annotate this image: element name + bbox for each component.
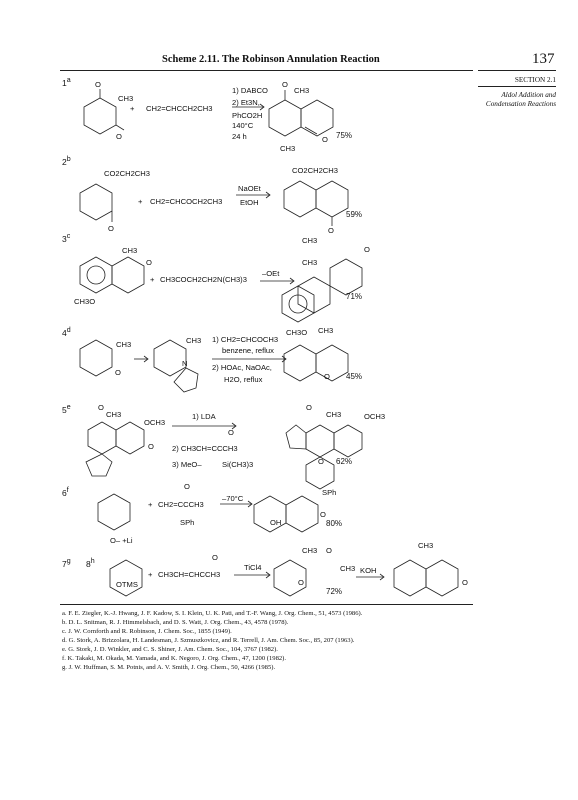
thio-label: SPh <box>180 518 195 527</box>
entry-4-condition: H2O, reflux <box>224 375 263 384</box>
entry-2-number: 2$^b$ <box>62 155 71 167</box>
product-ring-b <box>286 496 318 532</box>
ketal-ring <box>88 422 116 454</box>
entry-6-number: 6$^f$ <box>62 486 69 498</box>
plus-sign: + <box>148 570 153 579</box>
plus-sign: + <box>130 104 135 113</box>
methyl-label: CH3 <box>318 326 334 335</box>
enone-ring <box>330 259 362 295</box>
aromatic-methoxy-ring <box>116 422 144 454</box>
methoxy-label: OCH3 <box>364 412 386 421</box>
ester-label: CO2CH2CH3 <box>104 169 150 178</box>
section-subtitle-2: Condensation Reactions <box>485 100 556 108</box>
cyclohexane-ring <box>84 98 116 134</box>
silyl-ether-label: OTMS <box>116 580 138 589</box>
atom-o: O <box>326 546 332 555</box>
methyl-label: CH3 <box>302 258 318 267</box>
atom-o: O <box>322 135 328 144</box>
product-ring-b <box>301 100 333 136</box>
product-ring-a <box>306 425 334 457</box>
plus-sign: + <box>148 500 153 509</box>
entry-1-condition: 140°C <box>232 121 254 130</box>
entry-5-condition: 1) LDA <box>192 412 216 421</box>
entry-7-number: 7$^g$ <box>62 557 71 569</box>
atom-o: O <box>95 80 101 89</box>
silyl-label: Si(CH3)3 <box>222 460 254 469</box>
cyclohexanone-ring <box>80 184 112 220</box>
atom-o: O <box>282 80 288 89</box>
product-ring-a <box>269 100 301 136</box>
page-number: 137 <box>532 51 555 67</box>
methyl-label: CH3 <box>116 340 132 349</box>
entry-3-reagent: CH3COCH2CH2N(CH3)3 <box>160 275 247 284</box>
cyclopentane-ring <box>86 454 112 476</box>
methyl-label: CH3 <box>302 236 318 245</box>
entry-2-reagent: CH2=CHCOCH2CH3 <box>150 197 223 206</box>
entry-6-reagent: CH2=CCCH3 <box>158 500 204 509</box>
reference-item: f. K. Takaki, M. Okada, M. Yamada, and K. Negoro, J. Org. Chem., 47, 1200 (1982). <box>62 655 287 662</box>
entry-8-number: 8$^h$ <box>86 557 95 569</box>
entry-4-condition: 2) HOAc, NaOAc, <box>212 363 272 372</box>
entry-7-condition: TiCl4 <box>244 563 262 572</box>
entry-1-condition: 2) Et3N, <box>232 98 260 107</box>
product-ring-b <box>316 345 348 381</box>
enolate-label: O– +Li <box>110 536 133 545</box>
entry-7-reagent: CH3CH=CHCCH3 <box>158 570 221 579</box>
methyl-label: CH3 <box>340 564 356 573</box>
cyclohexene-ring <box>110 560 142 596</box>
reference-item: g. J. W. Huffman, S. M. Potnis, and A. V. Smith, J. Org. Chem., 50, 4266 (1985). <box>62 664 276 671</box>
cyclohexene-ring <box>98 494 130 530</box>
entry-6-yield: 80% <box>326 519 343 528</box>
methyl-label: CH3 <box>118 94 134 103</box>
entry-5-condition: 2) CH3CH=CCCH3 <box>172 444 238 453</box>
atom-o: O <box>115 368 121 377</box>
atom-o: O <box>320 510 326 519</box>
ester-label: CO2CH2CH3 <box>292 166 338 175</box>
entry-3-number: 3$^c$ <box>62 232 71 244</box>
entry-5-yield: 62% <box>336 457 353 466</box>
hydroxyl-label: OH <box>270 518 282 527</box>
entry-4-condition: 1) CH2=CHCOCH3 <box>212 335 279 344</box>
atom-o: O <box>364 245 370 254</box>
methyl-label: CH3 <box>280 144 296 153</box>
entry-1-condition: PhCO2H <box>232 111 263 120</box>
product-ring-a <box>284 181 316 217</box>
section-subtitle-1: Aldol Addition and <box>501 91 556 99</box>
atom-o: O <box>98 403 104 412</box>
atom-o: O <box>212 553 218 562</box>
entry-4-number: 4$^d$ <box>62 326 71 338</box>
entry-1-condition: 24 h <box>232 132 247 141</box>
cyclohexanone-ring <box>80 340 112 376</box>
product-ring-a <box>284 345 316 381</box>
atom-o: O <box>184 482 190 491</box>
methoxy-label: CH3O <box>286 328 308 337</box>
reference-item: d. G. Stork, A. Brizzolara, H. Landesman, J. Szmuszkovicz, and R. Terrell, J. Am. Chem. Soc., 85, 207 (1963). <box>62 637 355 644</box>
product-ring-b <box>334 425 362 457</box>
atom-o: O <box>146 258 152 267</box>
atom-o: O <box>148 442 154 451</box>
methyl-label: CH3 <box>418 541 434 550</box>
entry-4-yield: 45% <box>346 372 363 381</box>
methoxy-label: CH3O <box>74 297 96 306</box>
methyl-label: CH3 <box>186 336 202 345</box>
methoxy-label: OCH3 <box>144 418 166 427</box>
methyl-label: CH3 <box>106 410 122 419</box>
atom-o: O <box>306 403 312 412</box>
atom-o: O <box>298 578 304 587</box>
plus-sign: + <box>138 197 143 206</box>
cyclohexanone-ring <box>112 257 144 293</box>
entry-2-condition: EtOH <box>240 198 259 207</box>
entry-1-yield: 75% <box>336 131 353 140</box>
methyl-label: CH3 <box>302 546 318 555</box>
entry-7-condition: KOH <box>360 566 377 575</box>
cyclohexene-ring <box>154 340 186 376</box>
atom-o: O <box>228 428 234 437</box>
scheme-title: Scheme 2.11. The Robinson Annulation Reaction <box>162 54 380 65</box>
methyl-label: CH3 <box>326 410 342 419</box>
methyl-label: CH3 <box>294 86 310 95</box>
entry-3-condition: –OEt <box>262 269 280 278</box>
atom-o: O <box>324 372 330 381</box>
entry-7-yield: 72% <box>326 587 343 596</box>
section-label: SECTION 2.1 <box>514 76 556 84</box>
product-ring-b <box>426 560 458 596</box>
entry-2-yield: 59% <box>346 210 363 219</box>
aromatic-ring <box>80 257 112 293</box>
reference-item: c. J. W. Cornforth and R. Robinson, J. Chem. Soc., 1855 (1949). <box>62 628 232 635</box>
atom-o: O <box>462 578 468 587</box>
entry-1-reagent: CH2=CHCCH2CH3 <box>146 104 213 113</box>
entry-2-condition: NaOEt <box>238 184 261 193</box>
product-ring-b <box>316 181 348 217</box>
atom-n: N <box>182 359 188 368</box>
atom-o: O <box>318 457 324 466</box>
entry-3-yield: 71% <box>346 292 363 301</box>
entry-1-number: 1$^a$ <box>62 76 71 88</box>
plus-sign: + <box>150 275 155 284</box>
product-ring-a <box>394 560 426 596</box>
reference-item: e. G. Stork, J. D. Winkler, and C. S. Shiner, J. Am. Chem. Soc., 104, 3767 (1982). <box>62 646 278 653</box>
thio-label: SPh <box>322 488 337 497</box>
methyl-label: CH3 <box>122 246 138 255</box>
atom-o: O <box>328 226 334 235</box>
entry-5-number: 5e <box>62 403 71 415</box>
entry-6-condition: –70°C <box>222 494 244 503</box>
product-cyclopentane <box>286 425 306 449</box>
entry-4-condition: benzene, reflux <box>222 346 274 355</box>
entry-1-condition: 1) DABCO <box>232 86 268 95</box>
atom-o: O <box>108 224 114 233</box>
reference-item: a. F. E. Ziegler, K.-J. Hwang, J. F. Kadow, S. I. Klein, U. K. Pati, and T.-F. Wang, J. Org. Chem., 51, 4573 (1986). <box>62 610 363 617</box>
atom-o: O <box>116 132 122 141</box>
references-rule <box>60 604 473 605</box>
entry-5-condition: 3) MeO– <box>172 460 202 469</box>
reference-item: b. D. L. Snitman, R. J. Himmelsbach, and D. S. Watt, J. Org. Chem., 43, 4578 (1978). <box>62 619 289 626</box>
